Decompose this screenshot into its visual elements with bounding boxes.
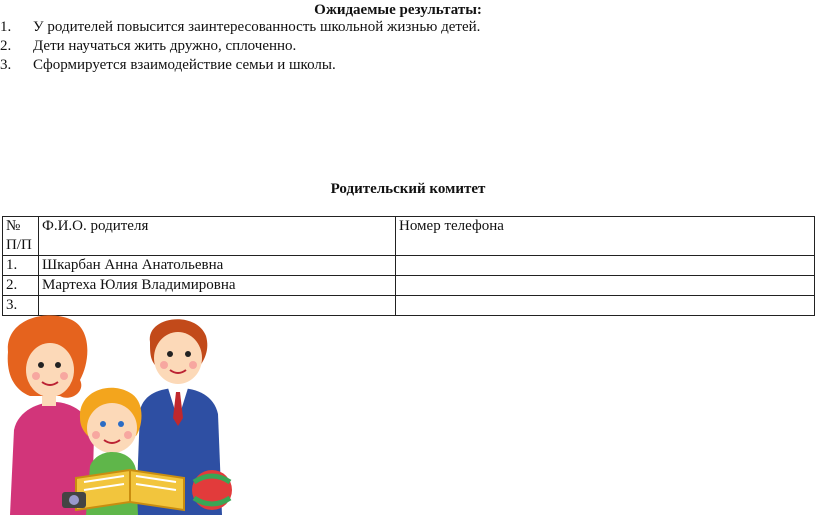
- committee-heading: Родительский комитет: [330, 181, 486, 197]
- list-item: [0, 37, 480, 56]
- table-row: [3, 276, 815, 296]
- list-item: [0, 18, 480, 37]
- cell-num: 1.: [3, 256, 39, 276]
- cell-num: 3.: [3, 296, 39, 316]
- family-reading-illustration: [0, 310, 250, 515]
- cell-num: 2.: [3, 276, 39, 296]
- item-text: Дети научаться жить дружно, сплоченно.: [33, 38, 297, 54]
- results-heading: Ожидаемые результаты:: [314, 2, 482, 18]
- cell-name: Мартеха Юлия Владимировна: [39, 276, 396, 296]
- item-text: У родителей повысится заинтересованность школьной жизнью детей.: [33, 19, 481, 35]
- list-item: [0, 56, 480, 75]
- results-list: [0, 18, 480, 75]
- cell-name: Шкарбан Анна Анатольевна: [39, 256, 396, 276]
- table-header-row: [3, 217, 815, 256]
- header-num: № П/П: [3, 217, 39, 256]
- header-phone: Номер телефона: [396, 217, 815, 256]
- item-number: 3.: [0, 57, 12, 73]
- committee-table: [2, 216, 815, 316]
- item-number: 1.: [0, 19, 12, 35]
- item-number: 2.: [0, 38, 12, 54]
- cell-phone: [396, 276, 815, 296]
- header-name: Ф.И.О. родителя: [39, 217, 396, 256]
- cell-phone: [396, 256, 815, 276]
- cell-phone: [396, 296, 815, 316]
- table-row: [3, 256, 815, 276]
- item-text: Сформируется взаимодействие семьи и школы.: [33, 57, 336, 73]
